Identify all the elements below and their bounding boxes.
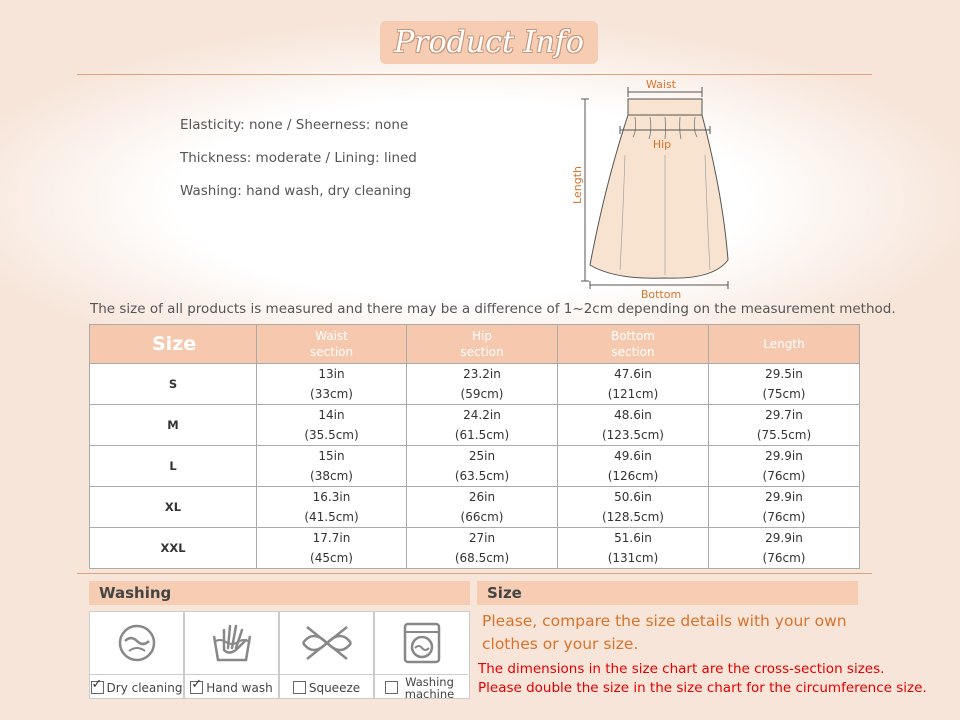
value-in: 29.7in [765,408,803,422]
value-in: 23.2in [463,367,501,381]
washing-machine-icon [402,621,442,665]
dry-cleaning-checkbox [91,681,104,694]
value-in: 24.2in [463,408,501,422]
size-table [89,324,860,569]
value-in: 29.9in [765,531,803,545]
value-in: 16.3in [312,490,351,504]
cell-hip [407,446,558,487]
value-cm: (76cm) [762,469,806,483]
value-in: 49.6in [614,449,652,463]
spec-washing: Washing: hand wash, dry cleaning [180,183,412,199]
value-cm: (45cm) [310,551,353,565]
title-banner [380,21,598,64]
care-dry-cleaning [89,611,184,699]
value-cm: (59cm) [460,387,504,401]
top-divider [77,74,872,75]
cell-bottom [558,364,709,405]
no-wring-icon [299,623,355,663]
care-label: Hand wash [206,680,273,695]
size-heading: Size [477,581,858,605]
value-in: 26in [468,490,496,504]
value-in: 50.6in [614,490,652,504]
value-cm: (126cm) [607,469,659,483]
size-table-header [90,325,860,364]
care-washing-machine [374,611,470,699]
size-compare-note: Please, compare the size details with your own clothes or your size. [482,612,847,653]
header-bottom: Bottom section [558,325,709,364]
size-warning [478,660,958,698]
cell-waist [257,487,407,528]
cell-hip [407,528,558,569]
value-in: 25in [468,449,496,463]
value-in: 15in [318,449,345,463]
table-row [90,487,860,528]
hand-wash-icon [208,620,256,666]
cell-bottom [558,528,709,569]
table-row [90,446,860,487]
value-cm: (61.5cm) [454,428,510,442]
cell-hip [407,364,558,405]
value-cm: (76cm) [762,551,806,565]
cell-waist [257,446,407,487]
header-length: Length [709,325,860,364]
value-cm: (131cm) [607,551,659,565]
measurement-notice: The size of all products is measured and there may be a difference of 1~2cm depending on the measurement method. [90,301,896,317]
squeeze-checkbox [293,681,306,694]
length-label: Length [571,166,584,204]
value-in: 13in [318,367,345,381]
cell-waist [257,364,407,405]
cell-bottom [558,405,709,446]
size-label: XL [90,487,257,528]
value-cm: (63.5cm) [454,469,510,483]
skirt-diagram [565,75,745,303]
value-cm: (68.5cm) [454,551,510,565]
dry-cleaning-icon [115,621,159,665]
size-label: M [90,405,257,446]
value-in: 29.9in [765,449,803,463]
cell-waist [257,528,407,569]
size-warning-line-2: Please double the size in the size chart for the circumference size. [478,680,927,696]
value-in: 51.6in [614,531,652,545]
spec-thickness: Thickness: moderate / Lining: lined [180,150,417,166]
value-in: 29.9in [765,490,803,504]
value-in: 29.5in [765,367,803,381]
bottom-label: Bottom [640,288,682,301]
value-cm: (75.5cm) [756,428,812,442]
care-label: Washing machine [404,674,455,701]
bottom-divider [77,573,872,574]
value-cm: (33cm) [310,387,353,401]
cell-length [709,528,860,569]
value-cm: (38cm) [310,469,353,483]
value-cm: (123.5cm) [601,428,664,442]
table-row [90,528,860,569]
value-in: 27in [468,531,496,545]
washing-machine-checkbox [385,681,398,694]
value-cm: (121cm) [607,387,659,401]
header-waist: Waist section [257,325,407,364]
cell-length [709,487,860,528]
value-cm: (35.5cm) [304,428,359,442]
care-squeeze [279,611,374,699]
value-cm: (75cm) [762,387,806,401]
cell-length [709,364,860,405]
value-in: 47.6in [614,367,652,381]
washing-heading: Washing [89,581,470,605]
cell-bottom [558,487,709,528]
cell-hip [407,487,558,528]
hand-wash-checkbox [190,681,203,694]
care-hand-wash [184,611,279,699]
cell-length [709,446,860,487]
size-warning-line-1: The dimensions in the size chart are the cross-section sizes. [478,661,885,677]
care-label: Squeeze [308,680,361,695]
size-label: S [90,364,257,405]
value-cm: (41.5cm) [304,510,359,524]
value-cm: (76cm) [762,510,806,524]
value-cm: (66cm) [460,510,504,524]
waist-label: Waist [645,78,677,91]
value-cm: (128.5cm) [601,510,664,524]
cell-hip [407,405,558,446]
washing-care-panel [89,611,470,699]
table-row [90,364,860,405]
skirt-shape [590,99,728,278]
header-size: Size [90,325,257,364]
size-label: L [90,446,257,487]
value-in: 17.7in [312,531,351,545]
size-label: XXL [90,528,257,569]
header-hip: Hip section [407,325,558,364]
care-label: Dry cleaning [106,680,183,695]
cell-length [709,405,860,446]
value-in: 14in [318,408,345,422]
page-title: Product Info [394,25,584,60]
hip-label: Hip [652,138,672,151]
value-in: 48.6in [614,408,652,422]
cell-bottom [558,446,709,487]
table-row [90,405,860,446]
spec-elasticity: Elasticity: none / Sheerness: none [180,117,409,133]
skirt-waistband [628,99,702,115]
cell-waist [257,405,407,446]
